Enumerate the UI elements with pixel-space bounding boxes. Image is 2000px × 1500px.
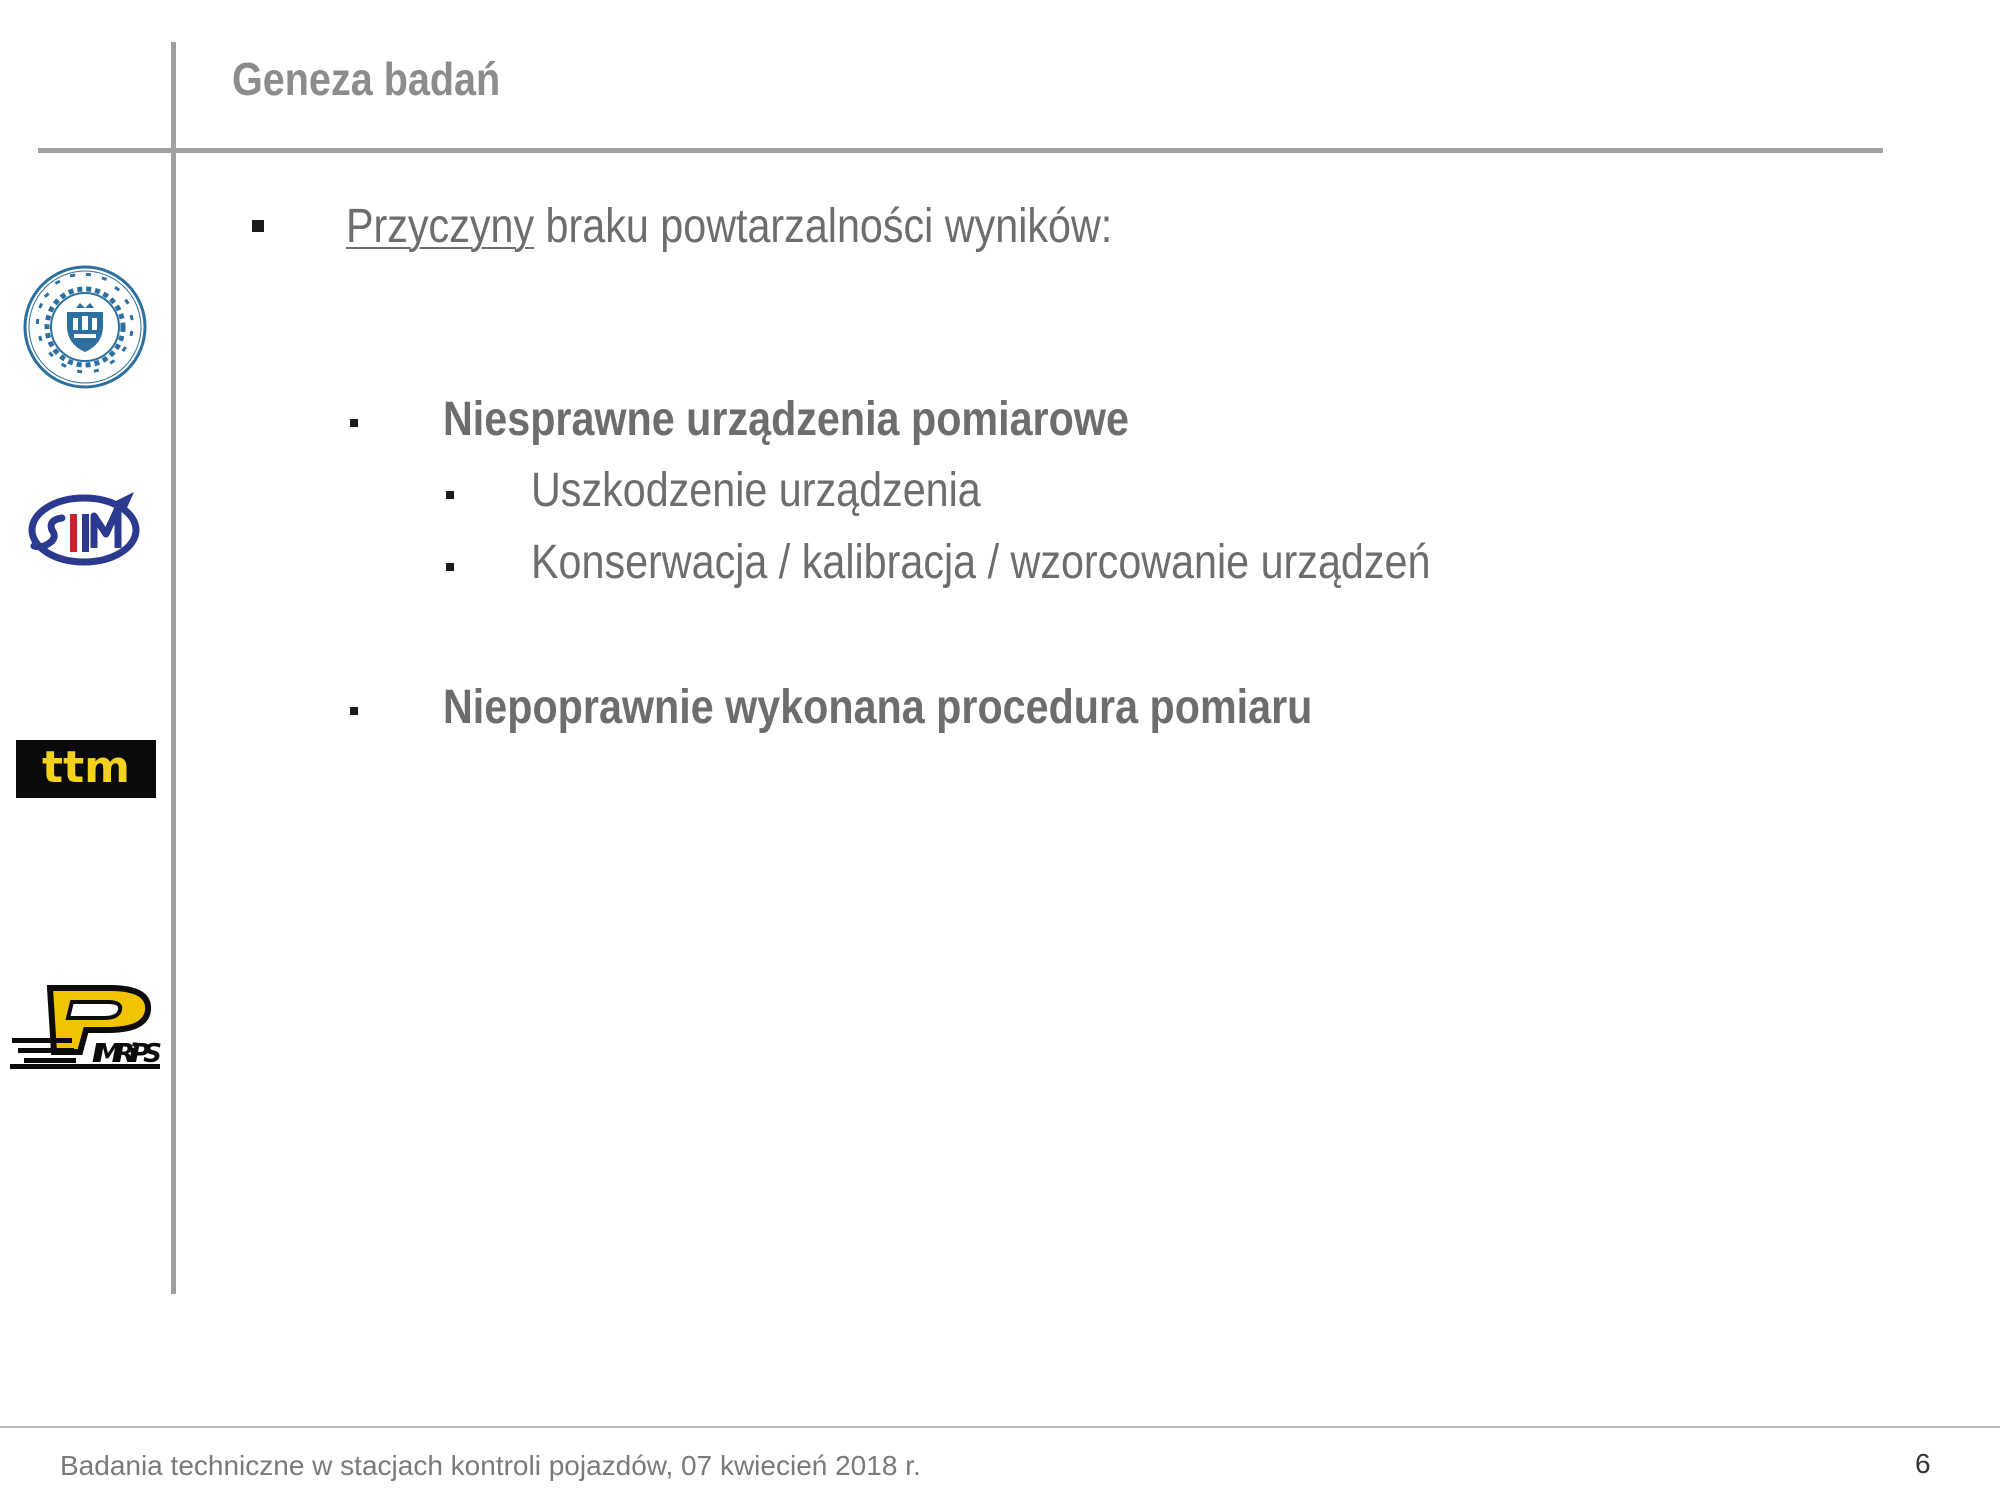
footer-divider [0,1426,2000,1428]
intro-underlined-text: Przyczyny [346,200,535,253]
title-underline [38,148,1883,153]
politechnika-poznanska-logo [22,264,148,390]
ttm-logo [16,740,156,798]
group-heading: Niesprawne urządzenia pomiarowe [443,393,1129,446]
footer-text: Badania techniczne w stacjach kontroli pojazdów, 07 kwiecień 2018 r. [60,1450,921,1481]
vertical-divider [171,42,176,1294]
intro-rest-text: braku powtarzalności wyników: [534,200,1113,253]
pimrips-logo [10,984,162,1070]
bullet-icon [252,220,264,232]
slide-title: Geneza badań [232,53,501,105]
bullet-icon [446,563,454,571]
page-number: 6 [1915,1448,1931,1479]
list-item: Konserwacja / kalibracja / wzorcowanie urządzeń [531,536,1431,589]
bullet-icon [350,707,358,715]
ttm-logo-text: ttm [42,742,130,793]
sitm-logo [26,488,144,578]
pimrips-logo-text: IMRiPS [92,1039,162,1069]
group-heading: Niepoprawnie wykonana procedura pomiaru [443,681,1313,734]
list-item: Uszkodzenie urządzenia [531,464,981,517]
intro-line [346,199,1112,254]
bullet-icon [350,419,358,427]
bullet-icon [446,491,454,499]
